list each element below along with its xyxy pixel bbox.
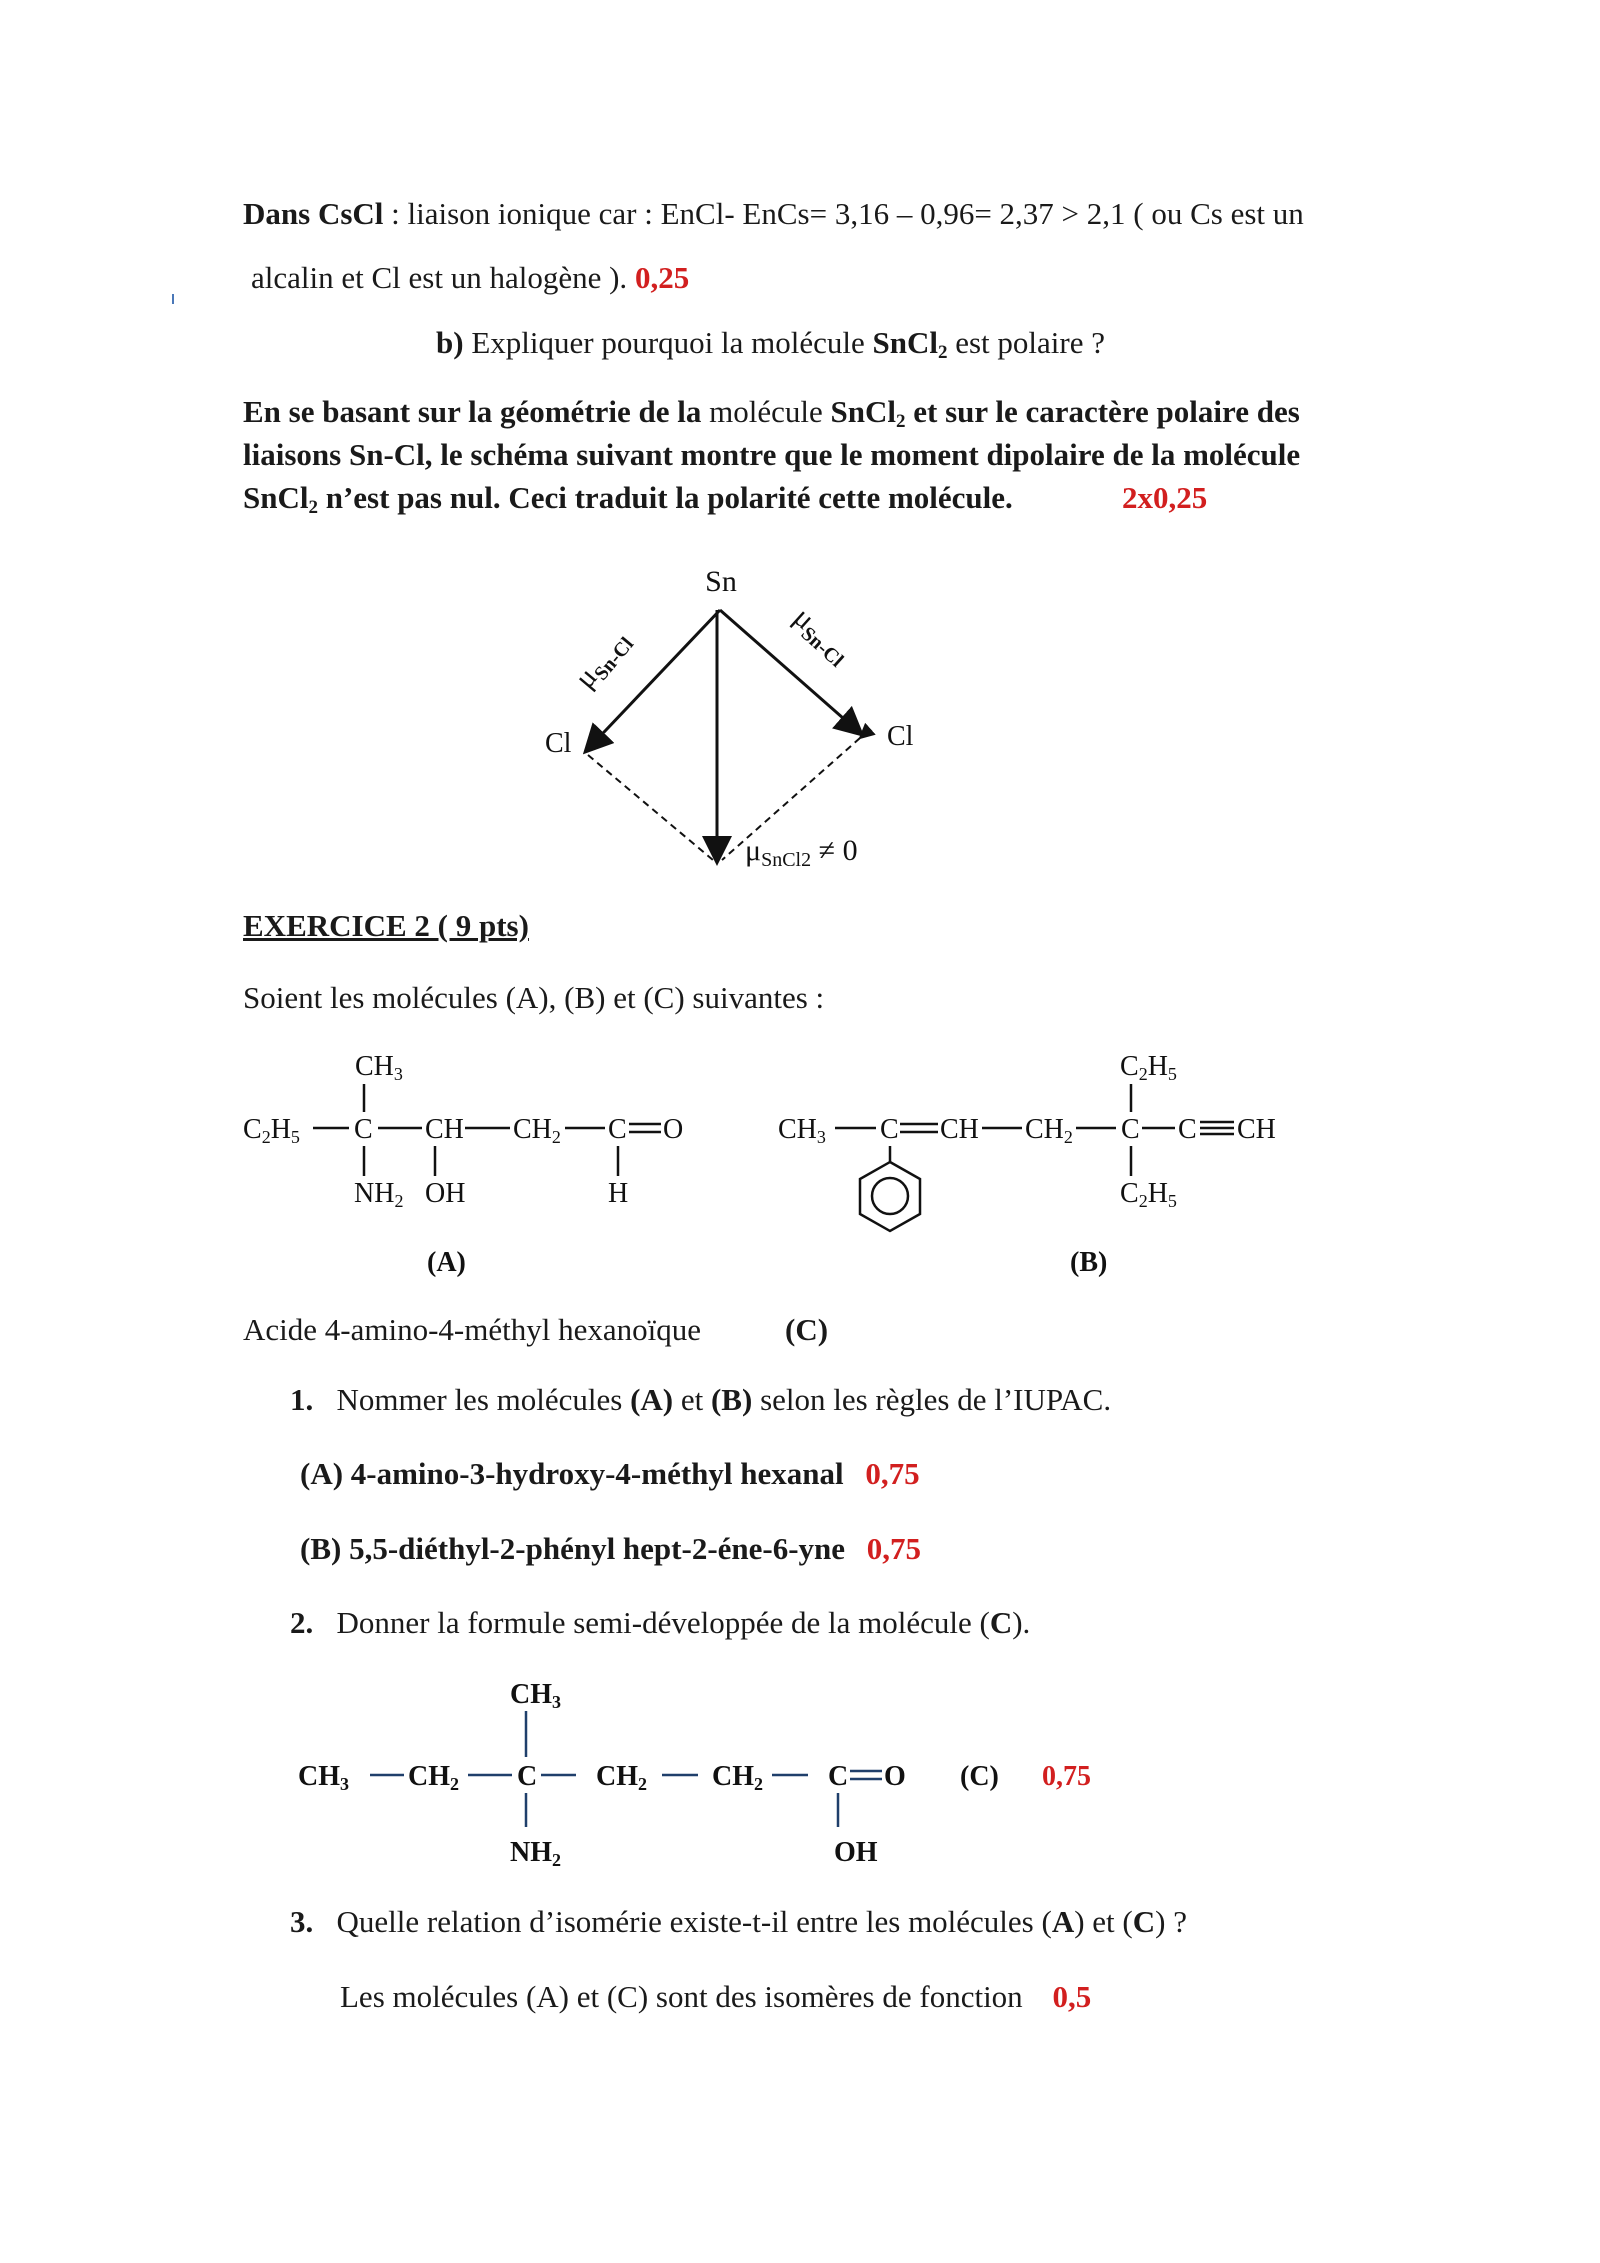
mu-result-symbol: μ	[745, 834, 762, 867]
mu-left-sub: Sn-Cl	[589, 633, 639, 685]
answer-l3-a: SnCl	[243, 480, 309, 515]
question-2	[290, 1603, 1030, 1643]
mol-a-co-o: O	[663, 1114, 684, 1145]
question-b-formula: SnCl	[872, 325, 938, 360]
cscl-line-2	[251, 258, 689, 298]
mol-c-ch3-top: CH3	[510, 1679, 561, 1712]
mol-c-ch2b: CH2	[596, 1761, 647, 1794]
mol-c-ch3: CH3	[298, 1761, 349, 1794]
answer-l1-b: molécule	[701, 394, 831, 429]
q3-a: A	[1051, 1904, 1075, 1939]
mol-a-ch2: CH2	[513, 1114, 561, 1147]
q2-c: C	[989, 1605, 1013, 1640]
mol-c-co-c: C	[828, 1761, 849, 1792]
q2-number: 2.	[290, 1605, 314, 1640]
mol-b-c1: C	[880, 1114, 899, 1145]
answer-a-text: (A) 4-amino-3-hydroxy-4-méthyl hexanal	[300, 1456, 844, 1491]
mol-b-ethyl-bottom: C2H5	[1120, 1178, 1177, 1211]
answer-3	[340, 1977, 1091, 2017]
cl-left-atom: Cl	[545, 728, 572, 759]
mol-c-score: 0,75	[1042, 1761, 1091, 1792]
answer-l3-sub: 2	[308, 497, 318, 518]
mol-b-ethyl-top: C2H5	[1120, 1051, 1177, 1084]
mol-b-ch3: CH3	[778, 1114, 826, 1147]
mu-right-arrow	[720, 610, 860, 733]
molecule-c-name: Acide 4-amino-4-méthyl hexanoïque	[243, 1312, 701, 1347]
mu-left-label	[568, 623, 638, 697]
q2-text-b: ).	[1012, 1605, 1031, 1640]
question-b-text-2: est polaire ?	[947, 325, 1105, 360]
answer-a	[300, 1454, 920, 1494]
cscl-label: Dans CsCl	[243, 196, 384, 231]
q2-text-a: Donner la formule semi-développée de la molécule (	[336, 1605, 990, 1640]
q3-c: C	[1132, 1904, 1156, 1939]
q1-number: 1.	[290, 1382, 314, 1417]
answer-l1-d: et sur le caractère polaire des	[905, 394, 1300, 429]
mol-b-label: (B)	[1070, 1247, 1108, 1278]
q1-b: (B)	[710, 1382, 753, 1417]
margin-mark	[172, 294, 174, 304]
answer-b-text: (B) 5,5-diéthyl-2-phényl hept-2-éne-6-yne	[300, 1531, 846, 1566]
answer-l3-b: n’est pas nul. Ceci traduit la polarité cette molécule.	[317, 480, 1013, 515]
mol-b-ch: CH	[940, 1114, 979, 1145]
mu-result-label	[745, 834, 858, 871]
molecule-c	[290, 1665, 1130, 1875]
dashed-left	[588, 755, 713, 860]
mol-a-label: (A)	[427, 1247, 466, 1278]
mol-c-label: (C)	[960, 1761, 999, 1792]
question-b-formula-sub: 2	[937, 342, 948, 363]
molecule-c-label: (C)	[785, 1312, 829, 1347]
mol-b-ch2: CH2	[1025, 1114, 1073, 1147]
answer-b-score: 0,75	[866, 1531, 922, 1566]
mu-right-sub: Sn-Cl	[796, 622, 848, 672]
mol-c-co-o: O	[884, 1761, 906, 1792]
answer-l1-a: En se basant sur la géométrie de la	[243, 394, 702, 429]
mol-c-c: C	[517, 1761, 538, 1792]
phenyl-ring	[860, 1162, 920, 1231]
cscl-text-2: alcalin et Cl est un halogène ).	[251, 260, 628, 295]
q1-text-c: selon les règles de l’IUPAC.	[752, 1382, 1112, 1417]
question-1	[290, 1380, 1111, 1420]
mol-c-oh: OH	[834, 1837, 878, 1868]
question-b-text-1: Expliquer pourquoi la molécule	[463, 325, 873, 360]
mol-a-ch3: CH3	[355, 1051, 403, 1084]
question-b	[436, 323, 1105, 373]
mu-left-symbol: μ	[568, 660, 604, 695]
mol-b-c3: C	[1178, 1114, 1197, 1145]
mol-a-c2h5: C2H5	[243, 1114, 300, 1147]
q1-text-b: et	[673, 1382, 711, 1417]
mu-result-tail: ≠ 0	[811, 834, 858, 867]
mol-a-oh: OH	[425, 1178, 466, 1209]
mol-a-c: C	[354, 1114, 373, 1145]
mol-a-nh2: NH2	[354, 1178, 404, 1211]
mu-right-label	[785, 601, 858, 672]
mol-c-nh2: NH2	[510, 1837, 561, 1870]
mu-right-symbol: μ	[787, 600, 822, 636]
q3-text-c: ) ?	[1155, 1904, 1187, 1939]
q3-text-a: Quelle relation d’isomérie existe-t-il entre les molécules	[336, 1904, 1042, 1939]
cscl-text: : liaison ionique car : EnCl- EnCs= 3,16 – 0,96= 2,37 > 2,1 ( ou Cs est un	[383, 196, 1304, 231]
answer-l1-sub: 2	[896, 411, 906, 432]
mol-b-ch-end: CH	[1237, 1114, 1276, 1145]
exercise-intro: Soient les molécules (A), (B) et (C) suivantes :	[243, 980, 825, 1015]
molecule-b	[770, 1040, 1290, 1285]
mol-c-ch2c: CH2	[712, 1761, 763, 1794]
answer-3-score: 0,5	[1052, 1979, 1092, 2014]
exercise-title: EXERCICE 2 ( 9 pts)	[243, 908, 529, 943]
mol-b-c2: C	[1121, 1114, 1140, 1145]
answer-score: 2x0,25	[1122, 480, 1208, 515]
answer-line-3	[243, 478, 1013, 528]
q1-text-a: Nommer les molécules	[336, 1382, 631, 1417]
molecule-a	[235, 1040, 705, 1285]
cscl-score: 0,25	[634, 260, 690, 295]
q3-number: 3.	[290, 1904, 314, 1939]
answer-b	[300, 1529, 921, 1569]
q3-text-b: ) et (	[1074, 1904, 1133, 1939]
question-b-label: b)	[436, 325, 464, 360]
mol-a-co-c: C	[608, 1114, 627, 1145]
phenyl-ring-circle	[872, 1178, 908, 1214]
sn-atom: Sn	[705, 565, 737, 598]
answer-3-text: Les molécules (A) et (C) sont des isomères de fonction	[340, 1979, 1023, 2014]
mu-result-sub: SnCl2	[761, 849, 812, 871]
cl-right-atom: Cl	[887, 721, 914, 752]
answer-a-score: 0,75	[865, 1456, 920, 1491]
cscl-line-1	[243, 194, 1304, 234]
dipole-diagram	[500, 555, 940, 890]
mol-a-ch: CH	[425, 1114, 464, 1145]
answer-l1-c: SnCl	[830, 394, 896, 429]
answer-line-2: liaisons Sn-Cl, le schéma suivant montre que le moment dipolaire de la molécule	[243, 437, 1301, 472]
mol-a-h: H	[608, 1178, 629, 1209]
q1-a: (A)	[630, 1382, 674, 1417]
mol-c-ch2a: CH2	[408, 1761, 459, 1794]
question-3: 3. Quelle relation d’isomérie existe-t-il entre les molécules (A) et (C) ?	[290, 1904, 1187, 1939]
